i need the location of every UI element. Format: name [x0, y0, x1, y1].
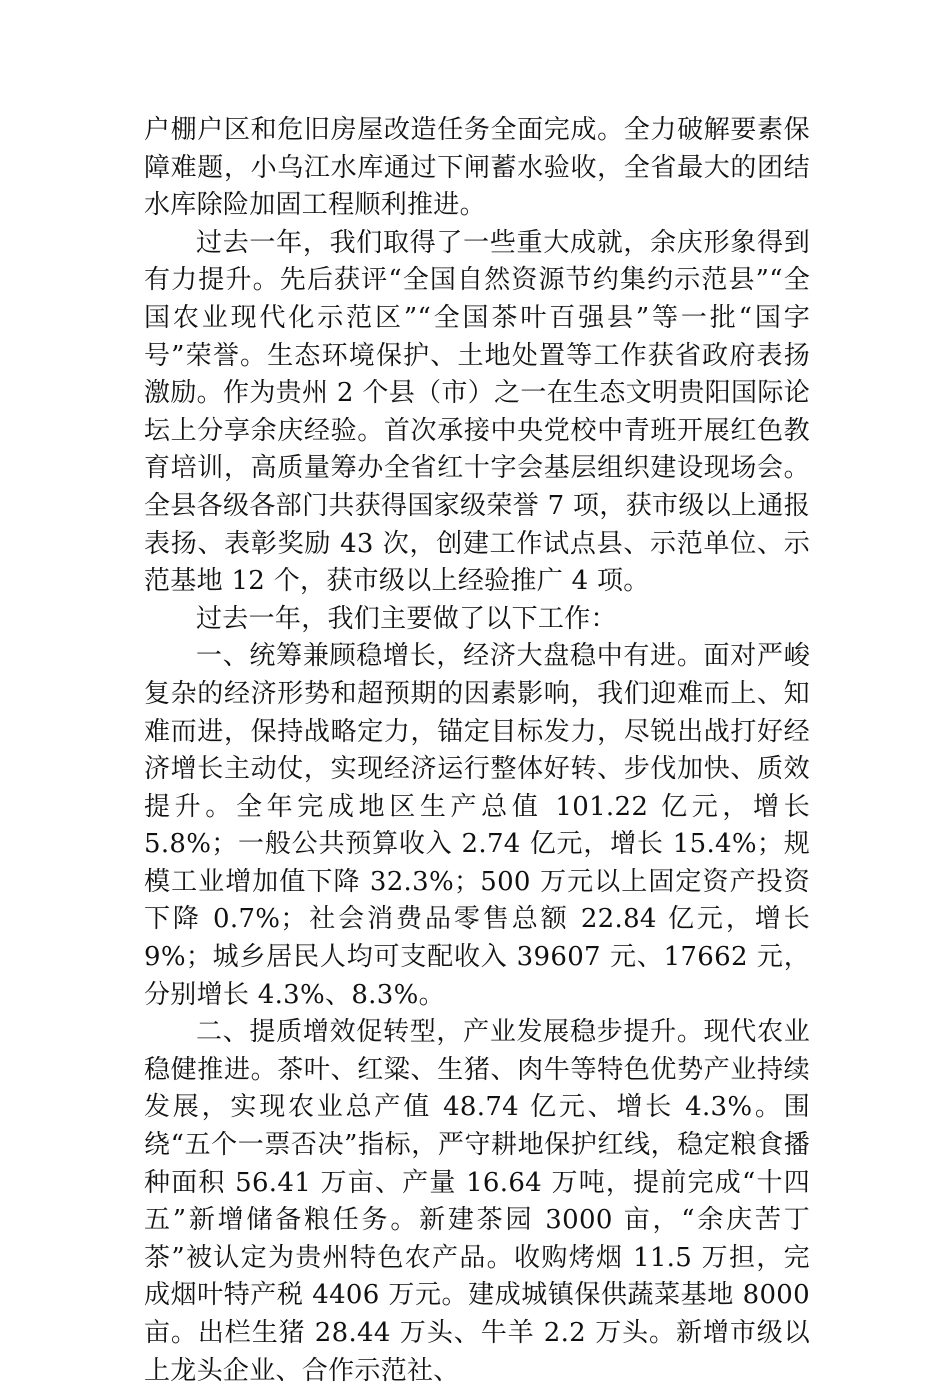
- document-body: [144, 112, 810, 1390]
- paragraph-5: 二、提质增效促转型，产业发展稳步提升。现代农业稳健推进。茶叶、红粱、生猪、肉牛等特色优势产业持续发展，实现农业总产值 48.74 亿元、增长 4.3%。围绕“五个一票否决”指标，严守耕地保护红线，稳定粮食播种面积 56.41 万亩、产量 16.64 万吨，提前完成“十四五”新增储备粮任务。新建茶园 3000 亩，“余庆苦丁茶”被认定为贵州特色农产品。收购烤烟 11.5 万担，完成烟叶特产税 4406 万元。建成城镇保供蔬菜基地 8000 亩。出栏生猪 28.44 万头、牛羊 2.2 万头。新增市级以上龙头企业、合作示范社、: [144, 1017, 810, 1386]
- paragraph-4: 一、统筹兼顾稳增长，经济大盘稳中有进。面对严峻复杂的经济形势和超预期的因素影响，我们迎难而上、知难而进，保持战略定力，锚定目标发力，尽锐出战打好经济增长主动仗，实现经济运行整体好转、步伐加快、质效提升。全年完成地区生产总值 101.22 亿元，增长 5.8%；一般公共预算收入 2.74 亿元，增长 15.4%；规模工业增加值下降 32.3%；500 万元以上固定资产投资下降 0.7%；社会消费品零售总额 22.84 亿元，增长 9%；城乡居民人均可支配收入 39607 元、17662 元，分别增长 4.3%、8.3%。: [144, 641, 810, 1010]
- paragraph-1: 户棚户区和危旧房屋改造任务全面完成。全力破解要素保障难题，小乌江水库通过下闸蓄水验收，全省最大的团结水库除险加固工程顺利推进。: [144, 115, 810, 221]
- paragraph-2: 过去一年，我们取得了一些重大成就，余庆形象得到有力提升。先后获评“全国自然资源节约集约示范县”“全国农业现代化示范区”“全国茶叶百强县”等一批“国字号”荣誉。生态环境保护、土地处置等工作获省政府表扬激励。作为贵州 2 个县（市）之一在生态文明贵阳国际论坛上分享余庆经验。首次承接中央党校中青班开展红色教育培训，高质量筹办全省红十字会基层组织建设现场会。全县各级各部门共获得国家级荣誉 7 项，获市级以上通报表扬、表彰奖励 43 次，创建工作试点县、示范单位、示范基地 12 个，获市级以上经验推广 4 项。: [144, 227, 810, 597]
- paragraph-3: 过去一年，我们主要做了以下工作：: [196, 603, 617, 634]
